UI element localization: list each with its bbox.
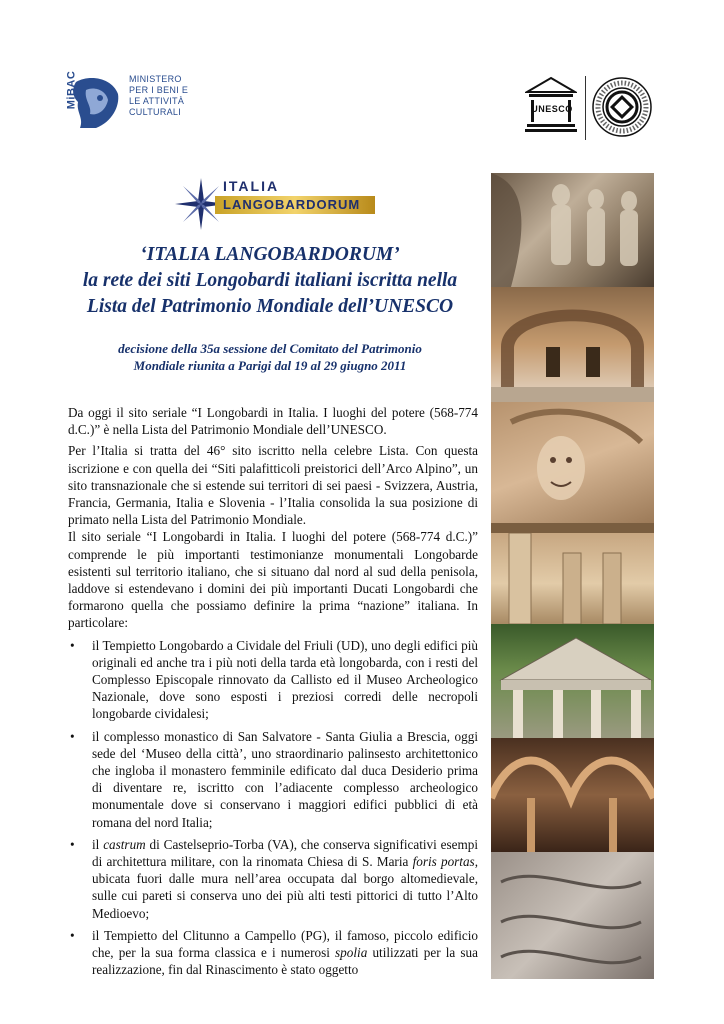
subtitle-line: decisione della 35a sessione del Comitato del Patrimonio	[118, 341, 422, 356]
world-heritage-emblem-icon	[591, 76, 653, 138]
title-line: Lista del Patrimonio Mondiale dell’UNESCO	[86, 296, 454, 317]
unesco-separator	[585, 76, 586, 140]
list-item-text: di Castelseprio-Torba (VA), che conserva significativi esempi di architettura militare, con la rinomata Chiesa di S. Maria	[92, 836, 478, 870]
photo-strip	[491, 173, 654, 979]
mibac-vertical-label: MiBAC	[65, 70, 78, 110]
list-item-text: utilizzati per la sua realizzazione, fin dal Rinascimento è stato oggetto	[92, 945, 478, 978]
list-item-italic: spolia	[335, 945, 368, 961]
subtitle-line: Mondiale riunita a Parigi dal 19 al 29 giugno 2011	[133, 358, 407, 373]
list-item	[68, 637, 478, 723]
paragraph: Il sito seriale “I Longobardi in Italia. I luoghi del potere (568-774 d.C.)” comprende le più importanti testimonianze monumentali Longobarde esistenti sul territorio italiano, che si situano dal nord al sud della penisola, laddove si estendevano i domini dei più importanti Ducati Longobardi che formarono quella che possiamo definire la prima “nazione” italiana. In particolare:	[68, 529, 478, 631]
mibac-ministry-name	[129, 74, 188, 118]
bullet: •	[70, 637, 75, 653]
unesco-logo	[525, 76, 655, 142]
article-body	[68, 404, 478, 979]
page-subtitle	[64, 340, 476, 374]
list-item-text: il complesso monastico di San Salvatore - Santa Giulia a Brescia, oggi sede del ‘Museo della città’, uno straordinario palinsesto architettonico che ingloba il monastero femminile edificato dal duca Desiderio prima di diventare re, iscritto con l’adiacente complesso archeologico monumentale dove si conservano i maggiori edifici pubblici di età romana del nord Italia;	[92, 728, 478, 830]
list-item	[68, 728, 478, 831]
bullet: •	[70, 927, 75, 943]
logo-line-langobardorum: LANGOBARDORUM	[223, 197, 361, 212]
unesco-wordmark: UNESCO	[531, 104, 573, 114]
mibac-logo	[62, 68, 212, 138]
logo-line-italia: ITALIA	[223, 178, 280, 194]
photo-vaulted-crypt	[491, 738, 654, 852]
list-item-text: il Tempietto Longobardo a Cividale del Friuli (UD), uno degli edifici più originali ed anche tra i più noti della tarda età longobarda, con i resti del Complesso Episcopale rinnovato da Callisto ed il Museo Archeologico Nazionale, dove sono esposti i preziosi corredi delle necropoli longobarde cividalesi;	[92, 637, 478, 722]
paragraph: Per l’Italia si tratta del 46° sito iscritto nella celebre Lista. Con questa iscrizione e con quella dei “Siti palafitticoli preistorici dell’Arco Alpino”, un sito transnazionale che si estende sui territori di sei paesi - Svizzera, Austria, Francia, Germania, Italia e Slovenia - l’Italia consolida la sua posizione di primato nella Lista del Patrimonio Mondiale.	[68, 443, 478, 528]
photo-columns	[491, 523, 654, 624]
list-item-text: il	[92, 836, 104, 852]
italia-langobardorum-logo	[173, 176, 373, 232]
bullet: •	[70, 728, 75, 744]
photo-temple-facade	[491, 624, 654, 738]
mibac-line: MINISTERO	[129, 74, 182, 84]
list-item	[68, 836, 478, 922]
bullet: •	[70, 836, 75, 852]
photo-sculptures	[491, 173, 654, 287]
list-item-text: il Tempietto del Clitunno a Campello (PG), il famoso, piccolo edificio che, per la sua forma classica e i numerosi	[92, 927, 478, 961]
list-item-italic: castrum	[103, 836, 146, 852]
list-item	[68, 927, 478, 979]
mibac-line: LE ATTIVITÀ	[129, 96, 185, 106]
photo-stone-relief	[491, 852, 654, 979]
mibac-line: PER I BENI E	[129, 85, 189, 95]
page-title	[64, 242, 476, 320]
mibac-line: CULTURALI	[129, 107, 182, 117]
list-item-text: , ubicata fuori dalle mura nell’area occupata dal borgo altomedievale, sulle cui pareti si conserva uno dei più alti testi pittorici di tutto l’Alto Medioevo;	[92, 854, 478, 921]
list-item-italic: foris portas	[412, 854, 475, 870]
photo-arch-interior	[491, 287, 654, 402]
site-list	[68, 637, 478, 979]
photo-carved-face	[491, 402, 654, 523]
title-line: ‘ITALIA LANGOBARDORUM’	[140, 244, 400, 265]
title-line: la rete dei siti Longobardi italiani iscritta nella	[82, 270, 458, 291]
paragraph: Da oggi il sito seriale “I Longobardi in Italia. I luoghi del potere (568-774 d.C.)” è nella Lista del Patrimonio Mondiale dell’UNESCO.	[68, 405, 478, 438]
